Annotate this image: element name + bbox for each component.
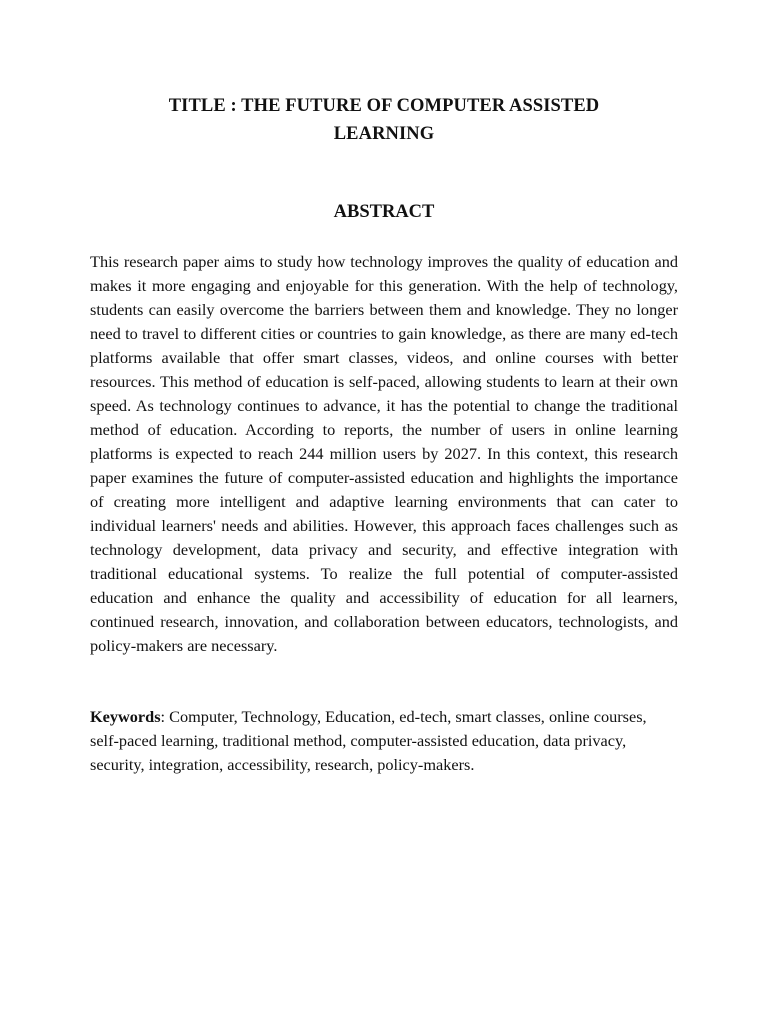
title-line-2: LEARNING — [333, 124, 435, 144]
keywords-label: Keywords — [90, 707, 161, 726]
document-title — [90, 92, 678, 148]
abstract-heading: ABSTRACT — [333, 202, 435, 222]
keywords-text: : Computer, Technology, Education, ed-tech, smart classes, online courses, self-paced learning, traditional method, computer-assisted education, data privacy, security, integration, accessibility, research, policy-makers. — [90, 707, 647, 774]
title-line-1: TITLE : THE FUTURE OF COMPUTER ASSISTED — [168, 96, 600, 116]
keywords-paragraph — [90, 705, 678, 777]
abstract-body: This research paper aims to study how technology improves the quality of education and makes it more engaging and enjoyable for this generation. With the help of technology, students can easily overcome the barriers between them and knowledge. They no longer need to travel to different cities or countries to gain knowledge, as there are many ed-tech platforms available that offer smart classes, videos, and online courses with better resources. This method of education is self-paced, allowing students to learn at their own speed. As technology continues to advance, it has the potential to change the traditional method of education. According to reports, the number of users in online learning platforms is expected to reach 244 million users by 2027. In this context, this research paper examines the future of computer-assisted education and highlights the importance of creating more intelligent and adaptive learning environments that can cater to individual learners' needs and abilities. However, this approach faces challenges such as technology development, data privacy and security, and effective integration with traditional educational systems. To realize the full potential of computer-assisted education and enhance the quality and accessibility of education for all learners, continued research, innovation, and collaboration between educators, technologists, and policy-makers are necessary. — [90, 252, 678, 655]
